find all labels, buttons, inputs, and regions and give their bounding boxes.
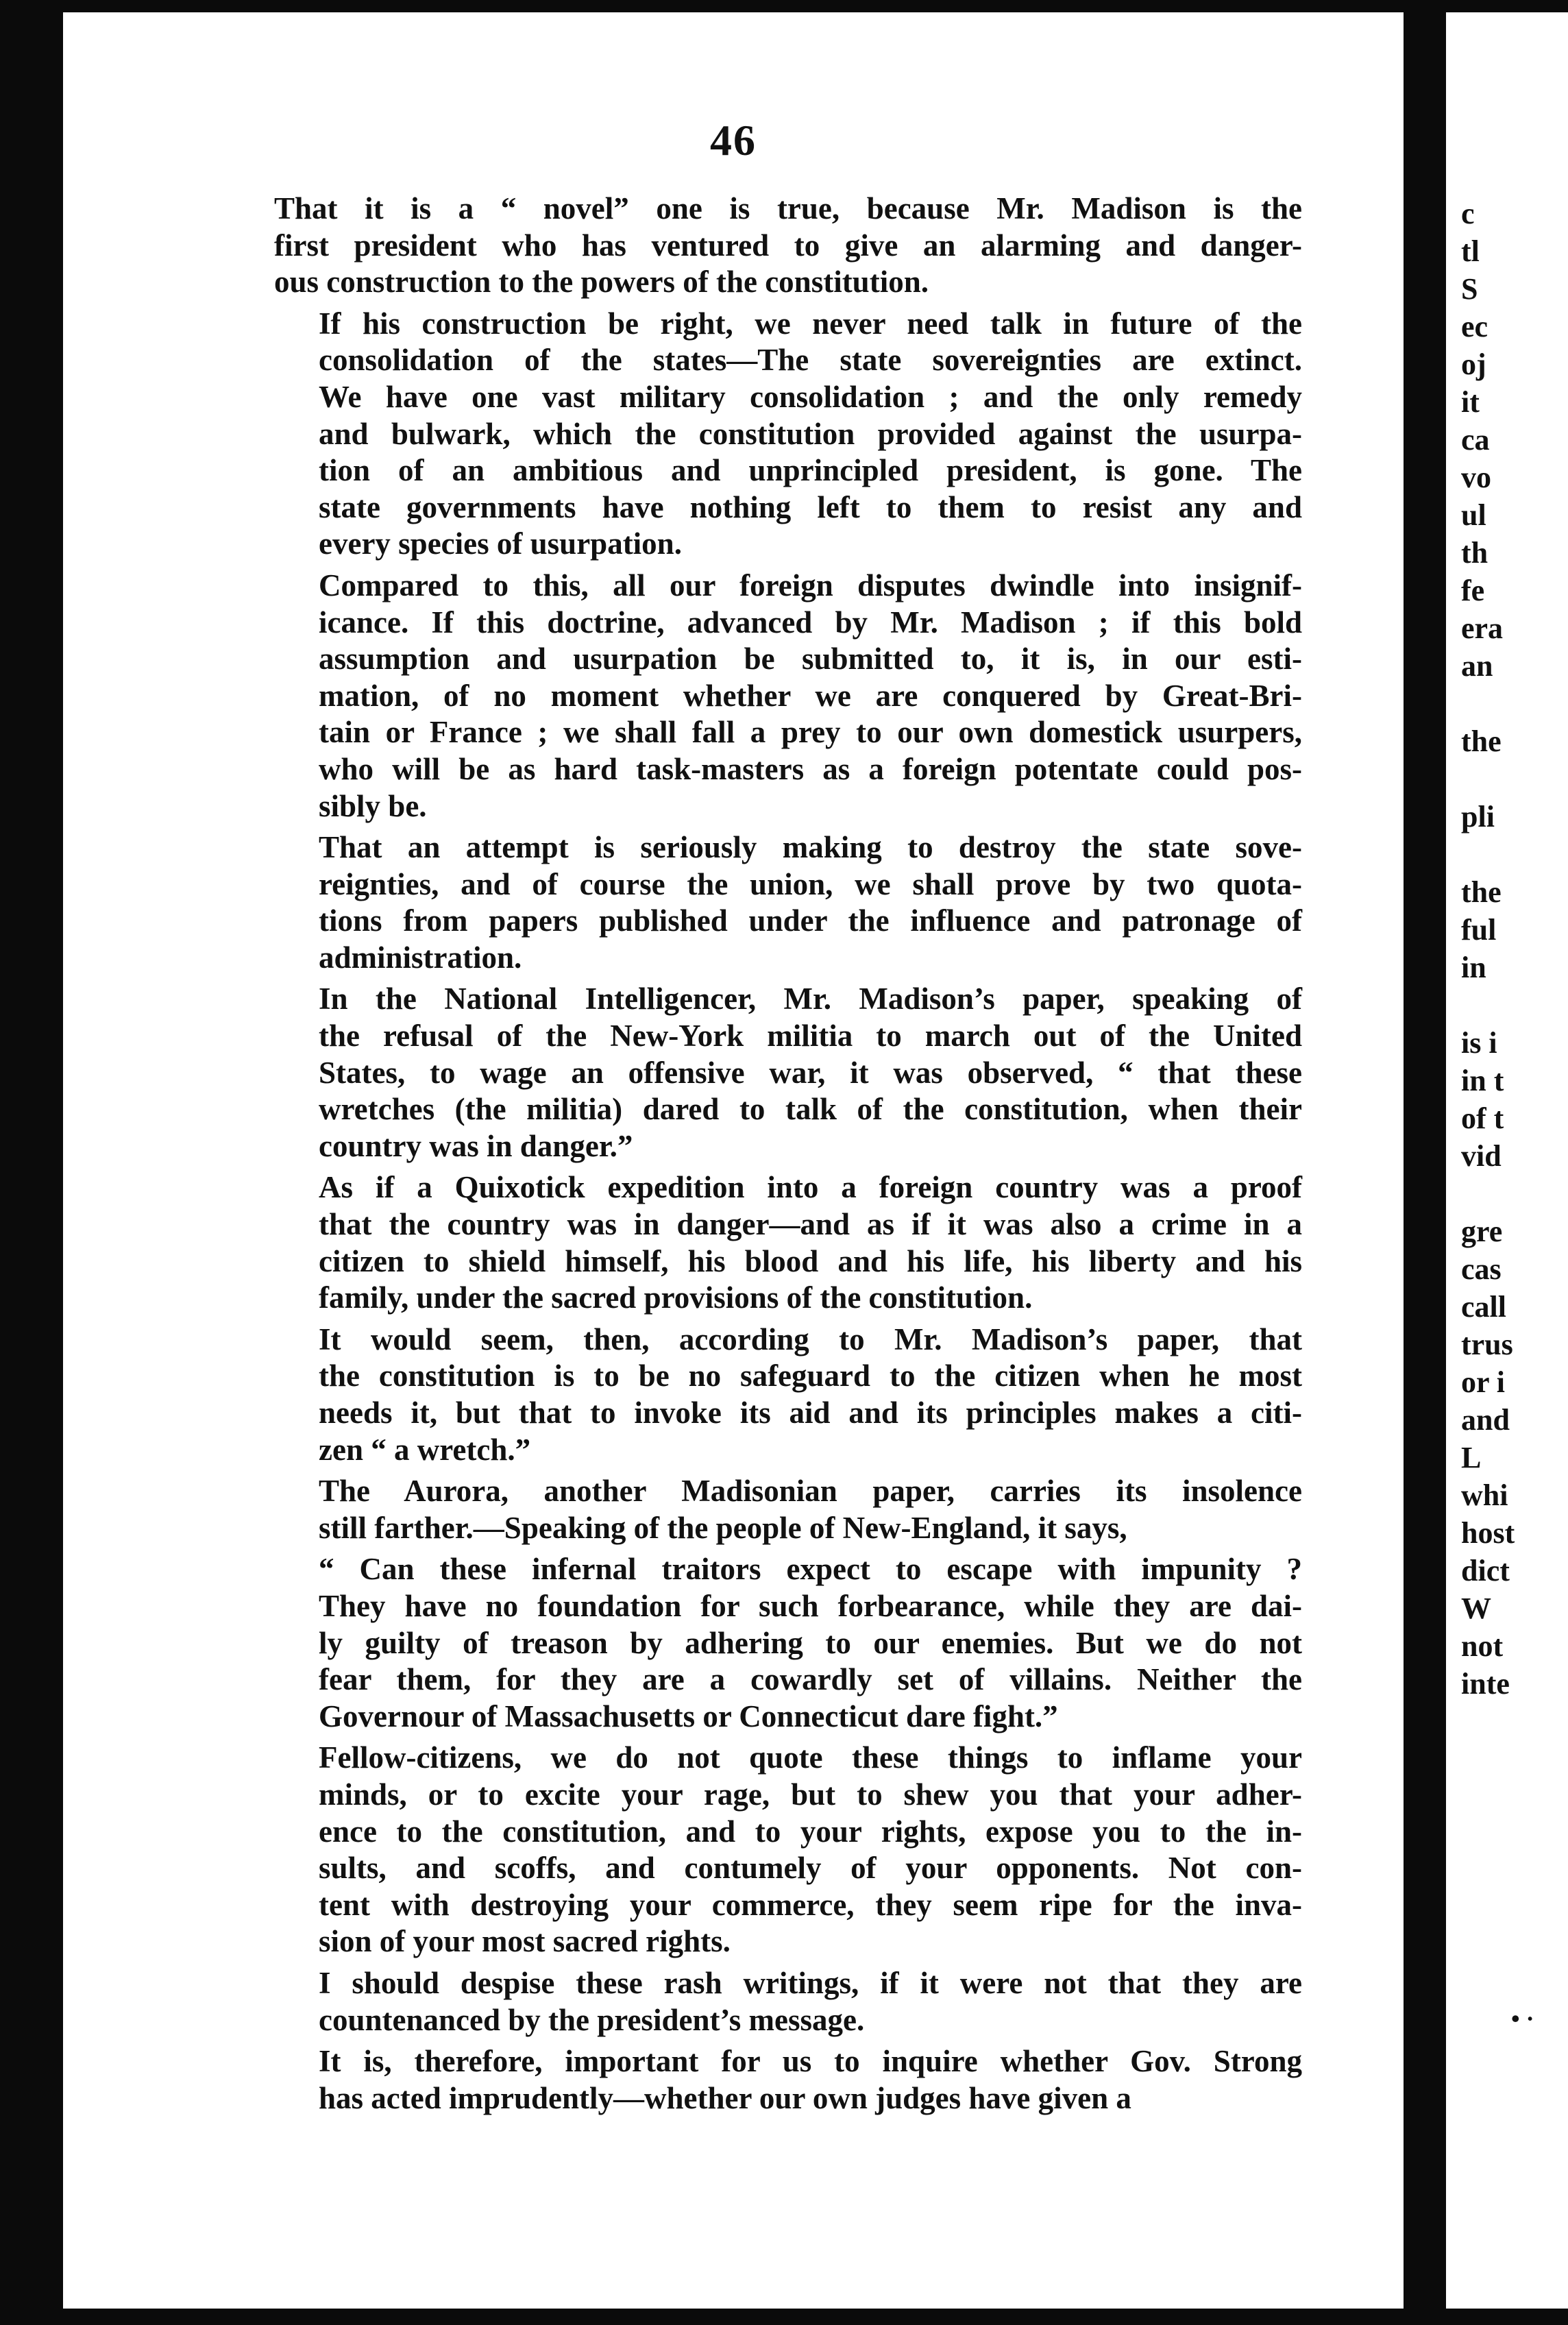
text-line: ous construction to the powers of the constitution.: [274, 265, 929, 300]
text-line: still farther.—Speaking of the people of New-England, it says,: [319, 1510, 1127, 1545]
scan-border-bottom: [0, 2309, 1568, 2325]
text-line: country was in danger.”: [319, 1128, 633, 1163]
text-line: countenanced by the president’s message.: [319, 2002, 865, 2037]
text-line: I should despise these rash writings, if it were not that they are: [319, 1965, 1302, 2000]
neighbor-text-fragment: c: [1461, 197, 1475, 230]
text-line: fear them, for they are a cowardly set of villains. Neither the: [319, 1662, 1302, 1697]
text-line: tain or France ; we shall fall a prey to our own domestick usurpers,: [319, 715, 1302, 750]
neighbor-text-fragment: pli: [1461, 800, 1495, 833]
paragraph: [274, 1740, 1302, 1960]
neighbor-text-fragment: trus: [1461, 1328, 1513, 1361]
neighbor-text-fragment: in: [1461, 951, 1486, 984]
neighbor-text-fragment: cas: [1461, 1252, 1502, 1286]
scan-border-left: [0, 0, 63, 2325]
book-gutter: [1404, 0, 1446, 2325]
neighbor-text-fragment: the: [1461, 875, 1502, 909]
scan-border-top: [0, 0, 1568, 12]
text-line: We have one vast military consolidation ; and the only remedy: [319, 379, 1302, 414]
text-line: States, to wage an offensive war, it was observed, “ that these: [319, 1055, 1302, 1090]
neighbor-text-fragment: oj: [1461, 348, 1486, 381]
text-line: ence to the constitution, and to your rights, expose you to the in-: [319, 1814, 1302, 1849]
text-line: If his construction be right, we never need talk in future of the: [319, 306, 1302, 341]
paragraph: [274, 1322, 1302, 1468]
text-line: mation, of no moment whether we are conquered by Great-Bri-: [319, 678, 1302, 713]
text-line: that the country was in danger—and as if it was also a crime in a: [319, 1207, 1302, 1242]
neighbor-text-fragment: th: [1461, 536, 1489, 570]
neighbor-text-fragment: call: [1461, 1290, 1506, 1324]
paragraph: [274, 191, 1302, 301]
neighbor-text-fragment: ful: [1461, 913, 1497, 947]
neighbor-text-fragment: inte: [1461, 1667, 1510, 1701]
neighbor-text-fragment: tl: [1461, 234, 1480, 268]
neighbor-text-fragment: or i: [1461, 1365, 1505, 1399]
text-line: state governments have nothing left to them to resist any and: [319, 489, 1302, 524]
text-line: minds, or to excite your rage, but to shew you that your adher-: [319, 1777, 1302, 1812]
text-line: sion of your most sacred rights.: [319, 1924, 731, 1959]
neighbor-text-fragment: in t: [1461, 1064, 1504, 1097]
text-line: first president who has ventured to give an alarming and danger-: [274, 228, 1302, 263]
text-line: assumption and usurpation be submitted to, it is, in our esti-: [319, 642, 1302, 677]
text-line: ly guilty of treason by adhering to our enemies. But we do not: [319, 1625, 1302, 1660]
neighbor-text-fragment: era: [1461, 611, 1504, 645]
neighbor-text-fragment: W: [1461, 1592, 1491, 1625]
text-line: wretches (the militia) dared to talk of the constitution, when their: [319, 1092, 1302, 1127]
neighbor-text-fragment: ul: [1461, 498, 1486, 532]
text-line: Fellow-citizens, we do not quote these things to inflame your: [319, 1740, 1302, 1775]
text-line: It would seem, then, according to Mr. Madison’s paper, that: [319, 1322, 1302, 1356]
text-line: reignties, and of course the union, we shall prove by two quota-: [319, 866, 1302, 901]
text-line: That it is a “ novel” one is true, because Mr. Madison is the: [274, 191, 1302, 226]
paragraph: [274, 981, 1302, 1165]
neighbor-text-fragment: ca: [1461, 423, 1490, 457]
text-line: citizen to shield himself, his blood and his life, his liberty and his: [319, 1243, 1302, 1278]
neighbor-text-fragment: L: [1461, 1441, 1482, 1474]
neighbor-text-fragment: fe: [1461, 574, 1485, 607]
neighbor-page-mark: • ·: [1511, 2005, 1534, 2032]
neighbor-text-fragment: vid: [1461, 1139, 1502, 1173]
paragraph: [274, 1551, 1302, 1735]
paragraph: [274, 829, 1302, 976]
text-line: zen “ a wretch.”: [319, 1432, 531, 1467]
neighbor-text-fragment: it: [1461, 385, 1480, 419]
right-page-edge: [1446, 12, 1568, 2309]
text-line: tent with destroying your commerce, they seem ripe for the inva-: [319, 1887, 1302, 1922]
text-line: tions from papers published under the influence and patronage of: [319, 903, 1302, 938]
text-line: tion of an ambitious and unprincipled president, is gone. The: [319, 453, 1302, 488]
text-line: As if a Quixotick expedition into a foreign country was a proof: [319, 1170, 1302, 1205]
text-line: Governour of Massachusetts or Connecticut dare fight.”: [319, 1699, 1058, 1733]
text-line: icance. If this doctrine, advanced by Mr. Madison ; if this bold: [319, 605, 1302, 640]
neighbor-text-fragment: and: [1461, 1403, 1510, 1437]
text-line: They have no foundation for such forbearance, while they are dai-: [319, 1588, 1302, 1623]
text-line: administration.: [319, 940, 522, 975]
text-line: That an attempt is seriously making to destroy the state sove-: [319, 830, 1302, 865]
neighbor-text-fragment: host: [1461, 1516, 1515, 1550]
text-line: family, under the sacred provisions of the constitution.: [319, 1280, 1033, 1315]
text-line: Compared to this, all our foreign disputes dwindle into insignif-: [319, 568, 1302, 602]
text-line: and bulwark, which the constitution provided against the usurpa-: [319, 416, 1302, 451]
paragraph: [274, 1965, 1302, 2038]
page-number: 46: [710, 116, 757, 165]
text-line: has acted imprudently—whether our own judges have given a: [319, 2080, 1131, 2115]
paragraph: [274, 1169, 1302, 1316]
text-line: In the National Intelligencer, Mr. Madison’s paper, speaking of: [319, 982, 1302, 1017]
neighbor-text-fragment: ec: [1461, 310, 1489, 343]
text-line: It is, therefore, important for us to inquire whether Gov. Strong: [319, 2044, 1302, 2079]
text-line: every species of usurpation.: [319, 526, 682, 561]
text-line: who will be as hard task-masters as a foreign potentate could pos-: [319, 751, 1302, 786]
text-line: the refusal of the New-York militia to march out of the United: [319, 1019, 1302, 1054]
neighbor-text-fragment: is i: [1461, 1026, 1497, 1060]
paragraph: [274, 2043, 1302, 2117]
text-line: sults, and scoffs, and contumely of your opponents. Not con-: [319, 1851, 1302, 1886]
text-line: sibly be.: [319, 788, 427, 823]
paragraph: [274, 1473, 1302, 1546]
neighbor-text-fragment: vo: [1461, 461, 1491, 494]
paragraph: [274, 306, 1302, 563]
neighbor-text-fragment: gre: [1461, 1215, 1503, 1248]
neighbor-text-fragment: an: [1461, 649, 1493, 683]
body-text: [274, 191, 1302, 2117]
text-line: consolidation of the states—The state sovereignties are extinct.: [319, 343, 1302, 378]
neighbor-text-fragment: dict: [1461, 1554, 1510, 1587]
text-line: needs it, but that to invoke its aid and its principles makes a citi-: [319, 1396, 1302, 1430]
paragraph: [274, 568, 1302, 825]
text-line: The Aurora, another Madisonian paper, carries its insolence: [319, 1474, 1302, 1509]
text-line: “ Can these infernal traitors expect to escape with impunity ?: [319, 1552, 1302, 1587]
neighbor-text-fragment: whi: [1461, 1478, 1508, 1512]
text-line: the constitution is to be no safeguard to the citizen when he most: [319, 1359, 1302, 1393]
neighbor-text-fragment: not: [1461, 1629, 1504, 1663]
neighbor-text-fragment: the: [1461, 725, 1502, 758]
neighbor-text-fragment: S: [1461, 272, 1478, 306]
neighbor-text-fragment: of t: [1461, 1101, 1504, 1135]
